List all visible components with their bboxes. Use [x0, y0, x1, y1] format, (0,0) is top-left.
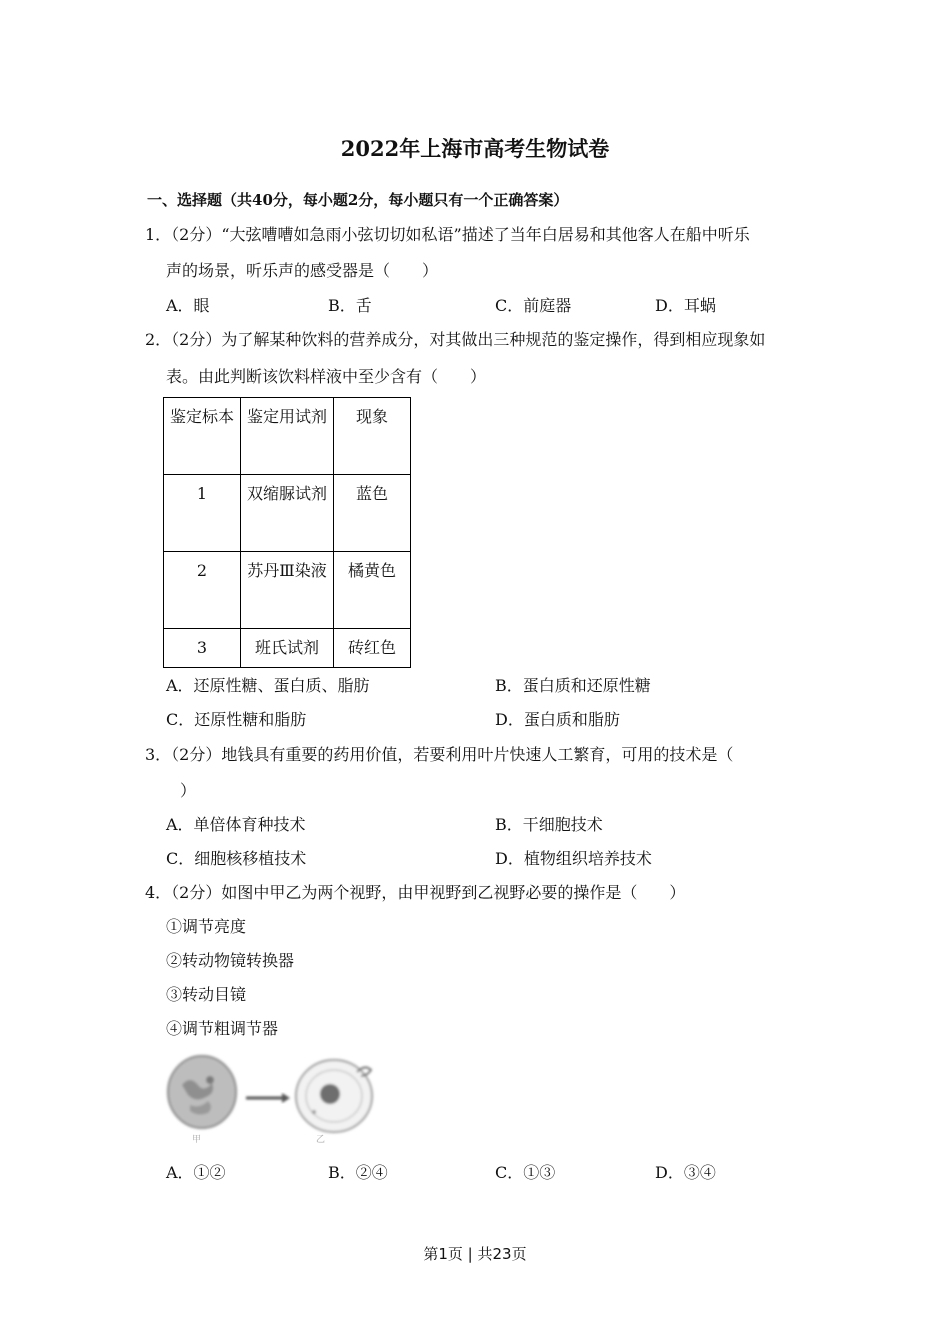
- q3-option-b: B．干细胞技术: [495, 815, 603, 834]
- q2-option-d: D．蛋白质和脂肪: [495, 710, 620, 729]
- q2-option-b: B．蛋白质和还原性糖: [495, 676, 651, 695]
- q2-option-c: C．还原性糖和脂肪: [166, 710, 307, 729]
- figure-label-jia: 甲: [192, 1135, 202, 1145]
- question-4-line-1: 4．（2分）如图中甲乙为两个视野，由甲视野到乙视野必要的操作是（ ）: [145, 883, 686, 902]
- q4-step-4: ④调节粗调节器: [166, 1019, 279, 1038]
- q4-option-d: D．③④: [655, 1163, 716, 1182]
- question-3-line-1: 3．（2分）地钱具有重要的药用价值，若要利用叶片快速人工繁育，可用的技术是（: [145, 745, 734, 764]
- field-yi-view: [296, 1060, 372, 1132]
- q1-option-a: A．眼: [166, 296, 210, 315]
- table-row: [164, 629, 411, 668]
- question-3-line-2: ）: [180, 781, 197, 800]
- q1-option-d: D．耳蜗: [655, 296, 716, 315]
- question-1-line-2: 声的场景，听乐声的感受器是（ ）: [166, 261, 439, 280]
- table-cell: 班氏试剂: [241, 629, 334, 668]
- table-cell: 3: [164, 629, 241, 668]
- q4-step-2: ②转动物镜转换器: [166, 951, 295, 970]
- table-row: [164, 475, 411, 552]
- q3-option-c: C．细胞核移植技术: [166, 849, 307, 868]
- q4-option-c: C．①③: [495, 1163, 556, 1182]
- table-header-row: [164, 398, 411, 475]
- table-header-cell: 鉴定用试剂: [241, 398, 334, 475]
- page-title: 2022年上海市高考生物试卷: [340, 136, 610, 161]
- q1-option-b: B．舌: [328, 296, 372, 315]
- q4-step-1: ①调节亮度: [166, 917, 247, 936]
- figure-label-yi: 乙: [316, 1135, 326, 1145]
- q4-step-3: ③转动目镜: [166, 985, 247, 1004]
- q3-option-d: D．植物组织培养技术: [495, 849, 652, 868]
- question-2-line-2: 表。由此判断该饮料样液中至少含有（ ）: [166, 367, 487, 386]
- table-header-cell: 现象: [334, 398, 411, 475]
- table-cell: 橘黄色: [334, 552, 411, 629]
- question-1-line-1: 1．（2分）“大弦嘈嘈如急雨小弦切切如私语”描述了当年白居易和其他客人在船中听乐: [145, 225, 750, 244]
- table-row: [164, 552, 411, 629]
- arrow-icon: [246, 1093, 290, 1103]
- question-2-line-1: 2．（2分）为了解某种饮料的营养成分，对其做出三种规范的鉴定操作，得到相应现象如: [145, 330, 766, 349]
- page-footer: 第1页 | 共23页: [423, 1245, 527, 1263]
- section-heading: 一、选择题（共40分，每小题2分，每小题只有一个正确答案）: [147, 191, 569, 209]
- q3-option-a: A．单倍体育种技术: [166, 815, 306, 834]
- field-jia-view: [168, 1056, 236, 1128]
- q1-option-c: C．前庭器: [495, 296, 572, 315]
- table-header-cell: 鉴定标本: [164, 398, 241, 475]
- microscope-field-figure: [162, 1050, 392, 1148]
- table-cell: 双缩脲试剂: [241, 475, 334, 552]
- table-cell: 蓝色: [334, 475, 411, 552]
- q4-option-b: B．②④: [328, 1163, 388, 1182]
- table-cell: 苏丹Ⅲ染液: [241, 552, 334, 629]
- table-cell: 1: [164, 475, 241, 552]
- table-cell: 2: [164, 552, 241, 629]
- table-cell: 砖红色: [334, 629, 411, 668]
- identification-table: [163, 397, 411, 668]
- q4-option-a: A．①②: [166, 1163, 226, 1182]
- q2-option-a: A．还原性糖、蛋白质、脂肪: [166, 676, 370, 695]
